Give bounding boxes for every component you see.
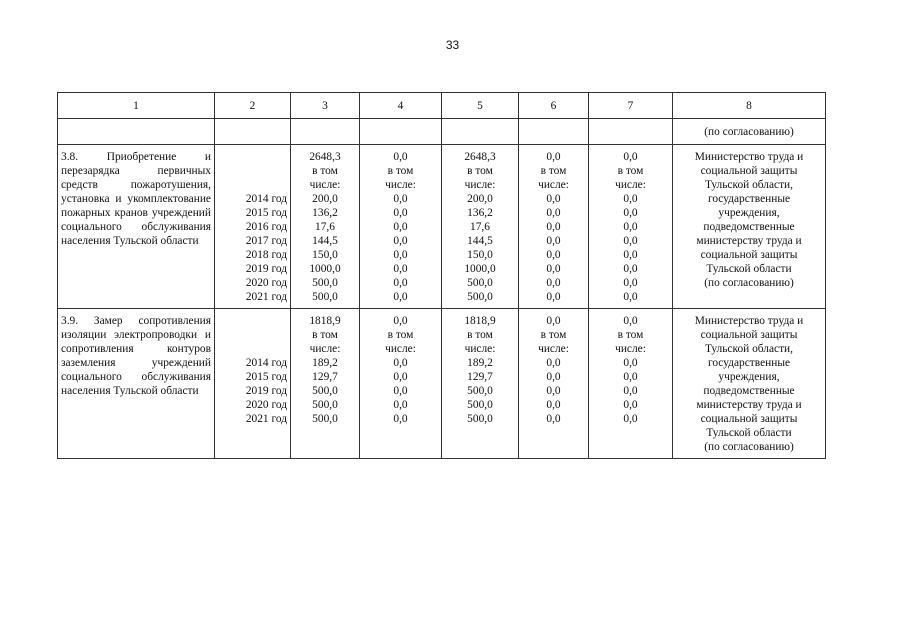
including-label: числе: <box>538 343 569 355</box>
year-value: 0,0 <box>546 277 561 289</box>
year-value: 0,0 <box>546 249 561 261</box>
executor-line: социальной защиты <box>700 249 798 261</box>
year-value: 0,0 <box>546 385 561 397</box>
year-value: 0,0 <box>393 371 408 383</box>
executor-line: министерству труда и <box>696 235 802 247</box>
year-value: 0,0 <box>393 385 408 397</box>
header-cell: 7 <box>589 93 673 119</box>
year-label: 2015 год <box>245 371 287 383</box>
year-label: 2017 год <box>245 235 287 247</box>
header-cell: 1 <box>58 93 215 119</box>
year-value: 129,7 <box>312 371 338 383</box>
year-value: 0,0 <box>623 385 638 397</box>
year-value: 129,7 <box>467 371 493 383</box>
including-label: числе: <box>385 179 416 191</box>
years-cell <box>215 145 291 309</box>
including-label: в том <box>540 329 567 341</box>
program-table <box>57 92 826 459</box>
executor-line: Тульской области, <box>704 343 794 355</box>
year-value: 0,0 <box>393 249 408 261</box>
header-cell: 8 <box>673 93 826 119</box>
year-value: 0,0 <box>623 357 638 369</box>
amount-cell-col4 <box>360 309 442 459</box>
including-label: в том <box>387 329 414 341</box>
executor-line: государственные <box>707 357 791 369</box>
year-value: 0,0 <box>393 193 408 205</box>
activity-name: 3.8. Приобретение и перезарядка первичных средств пожаротушения, установка и укомплектование пожарных кранов учреждений социального обслуживания населения Тульской области <box>58 145 215 309</box>
year-value: 0,0 <box>546 193 561 205</box>
executor-line: социальной защиты <box>700 165 798 177</box>
year-value: 0,0 <box>393 357 408 369</box>
year-value: 189,2 <box>467 357 493 369</box>
year-value: 0,0 <box>623 277 638 289</box>
total-value: 0,0 <box>623 315 638 327</box>
including-label: числе: <box>309 343 341 355</box>
year-value: 500,0 <box>312 277 338 289</box>
including-label: числе: <box>385 343 416 355</box>
executor-line: Министерство труда и <box>694 315 804 327</box>
year-value: 500,0 <box>467 291 493 303</box>
executor-line: министерству труда и <box>696 399 802 411</box>
year-value: 0,0 <box>623 371 638 383</box>
year-value: 136,2 <box>312 207 338 219</box>
table-row <box>58 309 826 459</box>
including-label: в том <box>467 165 493 177</box>
year-value: 1000,0 <box>464 263 496 275</box>
executor-line: Тульской области <box>706 427 792 439</box>
year-value: 0,0 <box>546 263 561 275</box>
year-value: 500,0 <box>312 413 338 425</box>
page-number: 33 <box>445 38 460 52</box>
including-label: в том <box>312 329 338 341</box>
year-value: 150,0 <box>312 249 338 261</box>
year-value: 0,0 <box>393 263 408 275</box>
year-value: 500,0 <box>312 291 338 303</box>
year-value: 500,0 <box>312 385 338 397</box>
year-value: 17,6 <box>315 221 335 233</box>
year-value: 0,0 <box>546 413 561 425</box>
year-value: 500,0 <box>467 277 493 289</box>
amount-cell-col3 <box>291 309 360 459</box>
executor-line: социальной защиты <box>700 413 798 425</box>
including-label: числе: <box>309 179 341 191</box>
including-label: числе: <box>615 179 646 191</box>
year-value: 500,0 <box>312 399 338 411</box>
total-value: 0,0 <box>546 151 561 163</box>
year-label: 2015 год <box>245 207 287 219</box>
amount-cell-col6 <box>519 145 589 309</box>
year-value: 0,0 <box>393 413 408 425</box>
year-value: 189,2 <box>312 357 338 369</box>
year-value: 0,0 <box>393 221 408 233</box>
amount-cell-col4 <box>360 145 442 309</box>
year-label: 2021 год <box>245 413 287 425</box>
year-label: 2014 год <box>245 357 287 369</box>
header-cell: 3 <box>291 93 360 119</box>
executor-line: подведомственные <box>703 385 795 397</box>
amount-cell-col7 <box>589 145 673 309</box>
total-value: 2648,3 <box>309 151 341 163</box>
executor-line: Тульской области, <box>704 179 794 191</box>
year-value: 17,6 <box>470 221 490 233</box>
year-value: 0,0 <box>623 263 638 275</box>
year-value: 1000,0 <box>309 263 341 275</box>
year-value: 136,2 <box>467 207 493 219</box>
total-value: 2648,3 <box>464 151 496 163</box>
year-value: 500,0 <box>467 413 493 425</box>
year-value: 0,0 <box>546 221 561 233</box>
year-label: 2019 год <box>245 385 287 397</box>
header-cell: 6 <box>519 93 589 119</box>
year-value: 0,0 <box>546 399 561 411</box>
total-value: 0,0 <box>393 151 408 163</box>
year-value: 0,0 <box>546 235 561 247</box>
amount-cell-col7 <box>589 309 673 459</box>
executor-line: подведомственные <box>703 221 795 233</box>
including-label: в том <box>467 329 493 341</box>
header-cell: 2 <box>215 93 291 119</box>
including-label: в том <box>617 329 644 341</box>
executor-line: учреждения, <box>718 207 780 219</box>
header-cell: 4 <box>360 93 442 119</box>
activity-name: 3.9. Замер сопротивления изоляции электропроводки и сопротивления контуров заземления учреждений социального обслуживания населения Тульской области <box>58 309 215 459</box>
total-value: 0,0 <box>393 315 408 327</box>
year-value: 0,0 <box>623 193 638 205</box>
including-label: числе: <box>464 343 496 355</box>
year-value: 0,0 <box>393 277 408 289</box>
header-cell: 5 <box>442 93 519 119</box>
total-value: 0,0 <box>546 315 561 327</box>
year-value: 0,0 <box>393 207 408 219</box>
total-value: 1818,9 <box>464 315 496 327</box>
year-value: 0,0 <box>546 371 561 383</box>
year-label: 2020 год <box>245 399 287 411</box>
executor-line: (по согласованию) <box>704 441 794 453</box>
year-value: 0,0 <box>393 291 408 303</box>
table-row <box>58 145 826 309</box>
including-label: в том <box>617 165 644 177</box>
including-label: числе: <box>615 343 646 355</box>
executor-cell <box>673 309 826 459</box>
year-value: 0,0 <box>623 291 638 303</box>
year-value: 0,0 <box>623 235 638 247</box>
year-value: 0,0 <box>623 207 638 219</box>
year-value: 500,0 <box>467 385 493 397</box>
year-value: 0,0 <box>393 399 408 411</box>
year-label: 2019 год <box>245 263 287 275</box>
year-value: 0,0 <box>623 249 638 261</box>
executor-cell <box>673 145 826 309</box>
year-value: 0,0 <box>546 357 561 369</box>
executor-line: государственные <box>707 193 791 205</box>
year-label: 2018 год <box>245 249 287 261</box>
year-value: 0,0 <box>546 207 561 219</box>
year-value: 150,0 <box>467 249 493 261</box>
continuation-row <box>58 119 826 145</box>
year-label: 2020 год <box>245 277 287 289</box>
executor-line: социальной защиты <box>700 329 798 341</box>
continuation-note: (по согласованию) <box>673 119 826 145</box>
total-value: 0,0 <box>623 151 638 163</box>
year-value: 500,0 <box>467 399 493 411</box>
year-value: 144,5 <box>467 235 493 247</box>
including-label: в том <box>312 165 338 177</box>
year-value: 0,0 <box>393 235 408 247</box>
year-value: 0,0 <box>623 413 638 425</box>
year-label: 2021 год <box>245 291 287 303</box>
year-value: 200,0 <box>467 193 493 205</box>
year-value: 144,5 <box>312 235 338 247</box>
executor-line: (по согласованию) <box>704 277 794 289</box>
year-label: 2014 год <box>245 193 287 205</box>
total-value: 1818,9 <box>309 315 341 327</box>
executor-line: Тульской области <box>706 263 792 275</box>
including-label: числе: <box>538 179 569 191</box>
year-value: 0,0 <box>546 291 561 303</box>
years-cell <box>215 309 291 459</box>
year-value: 200,0 <box>312 193 338 205</box>
executor-line: учреждения, <box>718 371 780 383</box>
including-label: в том <box>387 165 414 177</box>
amount-cell-col3 <box>291 145 360 309</box>
executor-line: Министерство труда и <box>694 151 804 163</box>
including-label: в том <box>540 165 567 177</box>
header-row <box>58 93 826 119</box>
including-label: числе: <box>464 179 496 191</box>
year-value: 0,0 <box>623 399 638 411</box>
amount-cell-col5 <box>442 145 519 309</box>
year-value: 0,0 <box>623 221 638 233</box>
year-label: 2016 год <box>245 221 287 233</box>
amount-cell-col6 <box>519 309 589 459</box>
amount-cell-col5 <box>442 309 519 459</box>
